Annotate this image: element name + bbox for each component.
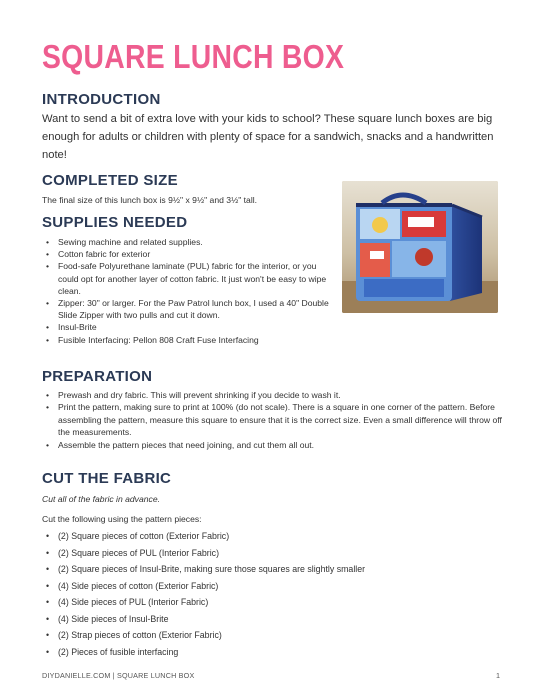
- list-item: • (2) Square pieces of PUL (Interior Fabric): [46, 545, 486, 562]
- supplies-heading: SUPPLIES NEEDED: [42, 214, 188, 231]
- list-item: • Prewash and dry fabric. This will prevent shrinking if you decide to wash it.: [46, 389, 506, 401]
- list-item: • Fusible Interfacing: Pellon 808 Craft Fuse Interfacing: [46, 334, 334, 346]
- introduction-heading: INTRODUCTION: [42, 91, 161, 108]
- list-item: • Assemble the pattern pieces that need joining, and cut them all out.: [46, 439, 506, 451]
- cut-fabric-note: Cut all of the fabric in advance.: [42, 494, 160, 504]
- list-item: • Cotton fabric for exterior: [46, 248, 334, 260]
- list-item: • (2) Strap pieces of cotton (Exterior Fabric): [46, 627, 486, 644]
- introduction-text: Want to send a bit of extra love with your kids to school? These square lunch boxes are big enough for adults or children with plenty of space for a sandwich, snacks and a handwritten note!: [42, 113, 494, 161]
- cut-fabric-list: [46, 528, 486, 660]
- page-number: 1: [496, 671, 500, 680]
- list-item: • (4) Side pieces of cotton (Exterior Fabric): [46, 578, 486, 595]
- list-item: • (2) Square pieces of cotton (Exterior Fabric): [46, 528, 486, 545]
- list-item: • (4) Side pieces of PUL (Interior Fabric): [46, 594, 486, 611]
- list-item: • Sewing machine and related supplies.: [46, 236, 334, 248]
- preparation-list: [46, 389, 506, 451]
- completed-size-text: The final size of this lunch box is 9½" x 9½" and 3½" tall.: [42, 195, 258, 205]
- list-item: • Food-safe Polyurethane laminate (PUL) fabric for the interior, or you could opt for another layer of cotton fabric. It just won't be easy to wipe clean.: [46, 260, 334, 297]
- list-item: • (2) Pieces of fusible interfacing: [46, 644, 486, 661]
- list-item: • Insul-Brite: [46, 321, 334, 333]
- page-title: SQUARE LUNCH BOX: [42, 38, 345, 75]
- completed-size-heading: COMPLETED SIZE: [42, 172, 178, 189]
- lunch-box-photo: [342, 181, 498, 313]
- list-item: • Print the pattern, making sure to print at 100% (do not scale). There is a square in one corner of the pattern. Before assembling the pattern, measure this square to ensure that it is the correct size. Even a small difference will throw off the measurements.: [46, 401, 506, 438]
- list-item: • (2) Square pieces of Insul-Brite, making sure those squares are slightly smaller: [46, 561, 486, 578]
- lunch-box-image: [342, 181, 498, 313]
- footer-text: DIYDANIELLE.COM | SQUARE LUNCH BOX: [42, 671, 195, 680]
- list-item: • (4) Side pieces of Insul-Brite: [46, 611, 486, 628]
- supplies-list: [46, 236, 334, 346]
- preparation-heading: PREPARATION: [42, 368, 153, 385]
- cut-fabric-lead: Cut the following using the pattern pieces:: [42, 514, 202, 524]
- cut-fabric-heading: CUT THE FABRIC: [42, 470, 172, 487]
- list-item: • Zipper: 30" or larger. For the Paw Patrol lunch box, I used a 40" Double Slide Zipper with two pulls and cut it down.: [46, 297, 334, 321]
